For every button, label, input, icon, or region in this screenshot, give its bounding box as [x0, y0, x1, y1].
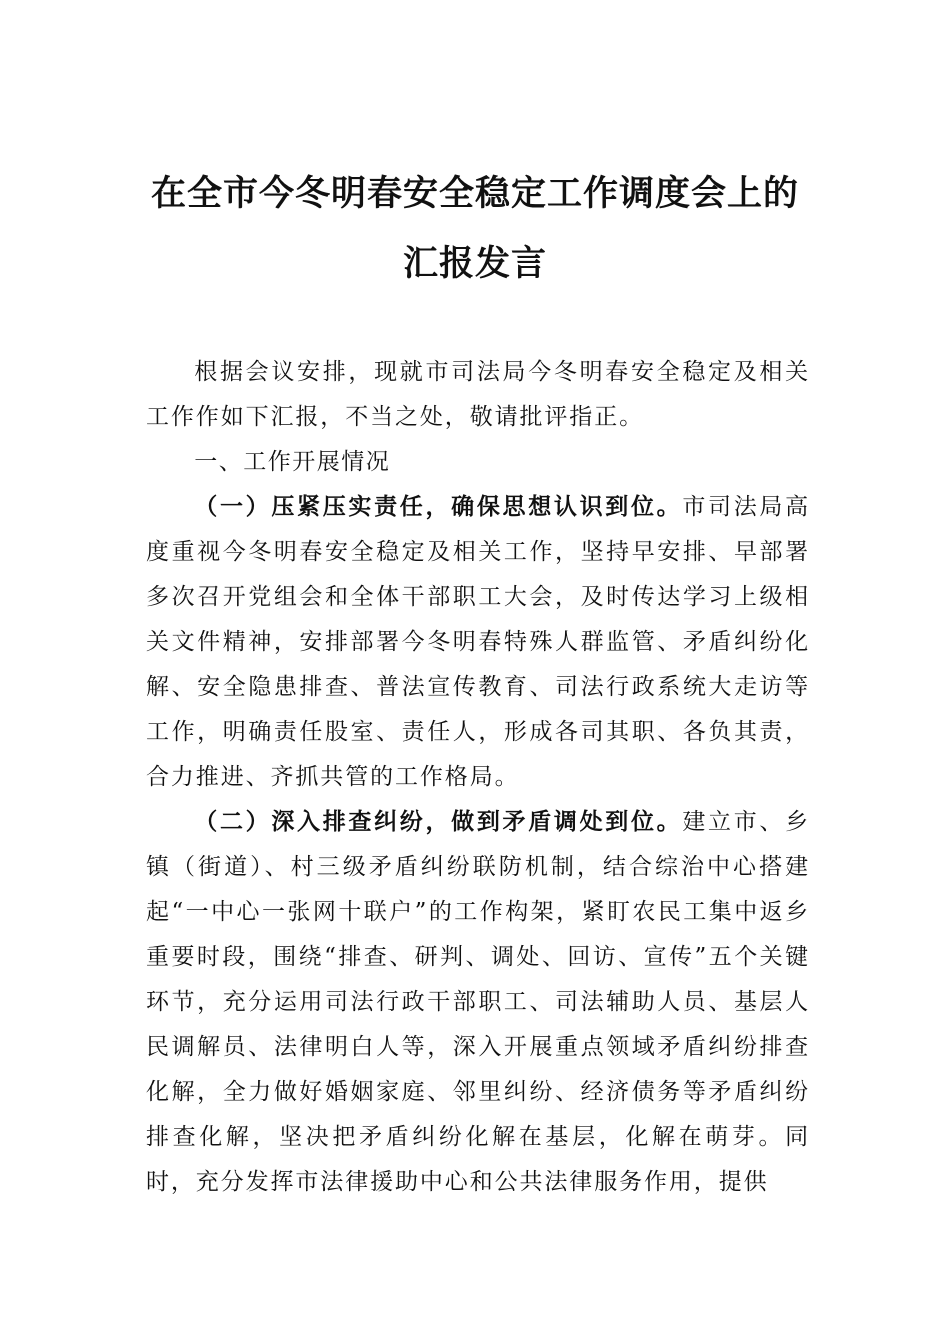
item-2-text: 建立市、乡镇（街道）、村三级矛盾纠纷联防机制，结合综治中心搭建起“一中心一张网十联户”的工作构架，紧盯农民工集中返乡重要时段，围绕“排查、研判、调处、回访、宣传”五个关键环节，充分运用司法行政干部职工、司法辅助人员、基层人民调解员、法律明白人等，深入开展重点领域矛盾纠纷排查化解，全力做好婚姻家庭、邻里纠纷、经济债务等矛盾纠纷排查化解，坚决把矛盾纠纷化解在基层，化解在萌芽。同时，充分发挥市法律援助中心和公共法律服务作用，提供	[146, 809, 810, 1195]
document-title-line-2: 汇报发言	[402, 244, 547, 284]
intro-paragraph: 根据会议安排，现就市司法局今冬明春安全稳定及相关工作作如下汇报，不当之处，敬请批评指正。	[146, 359, 810, 430]
item-2-lead: （二）深入排查纠纷，做到矛盾调处到位。	[194, 809, 683, 835]
section-heading: 一、工作开展情况	[194, 449, 391, 475]
item-1-lead: （一）压紧压实责任，确保思想认识到位。	[194, 494, 683, 520]
item-2-paragraph	[146, 800, 810, 1205]
item-1-text: 市司法局高度重视今冬明春安全稳定及相关工作，坚持早安排、早部署多次召开党组会和全体干部职工大会，及时传达学习上级相关文件精神，安排部署今冬明春特殊人群监管、矛盾纠纷化解、安全隐患排查、普法宣传教育、司法行政系统大走访等工作，明确责任股室、责任人，形成各司其职、各负其责，合力推进、齐抓共管的工作格局。	[146, 494, 810, 790]
document-title-line-1: 在全市今冬明春安全稳定工作调度会上的	[150, 174, 799, 214]
item-1-paragraph	[146, 485, 810, 800]
document-body	[146, 350, 810, 1205]
